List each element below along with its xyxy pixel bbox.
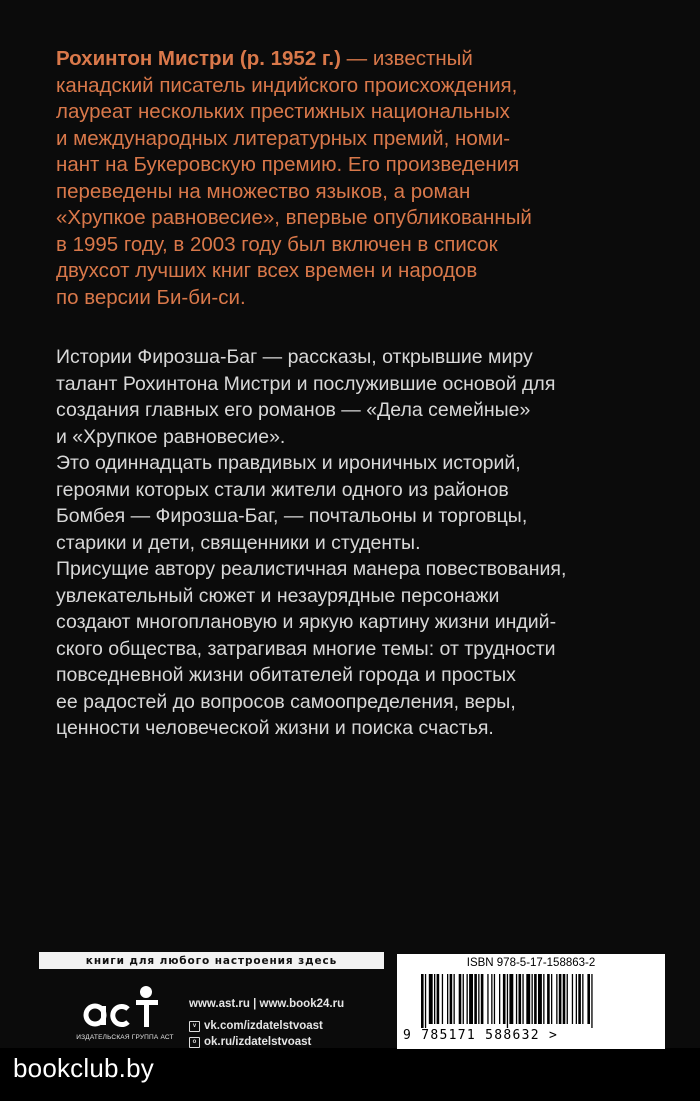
barcode-icon	[413, 974, 653, 1028]
isbn-label: ISBN 978-5-17-158863-2	[466, 957, 596, 969]
bio-line: лауреат нескольких престижных национальных	[56, 100, 510, 123]
bio-line: переведены на множество языков, а роман	[56, 179, 471, 203]
bio-line: и международных литературных премий, номи-	[56, 126, 511, 150]
desc-line: героями которых стали жители одного из районов	[56, 478, 509, 501]
bio-line: двухсот лучших книг всех времен и народов	[56, 259, 478, 282]
desc-line: Истории Фирозша-Баг — рассказы, открывшие миру	[56, 346, 533, 368]
publisher-logo	[70, 982, 180, 1048]
bio-line: — известный	[340, 47, 473, 70]
author-name: Рохинтон Мистри (р. 1952 г.)	[56, 47, 341, 70]
desc-line: ее радостей до вопросов самоопределения, веры,	[56, 690, 516, 713]
book-description	[56, 344, 666, 742]
publisher-caption: ИЗДАТЕЛЬСКАЯ ГРУППА АСТ	[76, 1034, 174, 1041]
desc-line: увлекательный сюжет и незаурядные персонажи	[56, 584, 500, 607]
desc-line: ценности человеческой жизни и поиска счастья.	[56, 717, 494, 739]
desc-line: создания главных его романов — «Дела семейные»	[56, 399, 531, 421]
vk-link[interactable]	[189, 1018, 344, 1034]
isbn-barcode-box	[397, 954, 665, 1049]
vk-icon: v	[189, 1021, 200, 1032]
desc-line: Присущие автору реалистичная манера повествования,	[56, 558, 567, 580]
ast-logo-icon	[70, 982, 180, 1034]
author-bio	[56, 46, 666, 311]
website-links[interactable]: www.ast.ru | www.book24.ru	[189, 998, 345, 1010]
bio-line: в 1995 году, в 2003 году был включен в список	[56, 232, 498, 256]
bio-line: нант на Букеровскую премию. Его произведения	[56, 153, 520, 176]
vk-link-text: vk.com/izdatelstvoast	[204, 1020, 323, 1032]
desc-line: повседневной жизни обитателей города и простых	[56, 664, 516, 686]
bio-line: канадский писатель индийского происхождения,	[56, 73, 518, 97]
slogan-banner: книги для любого настроения здесь	[39, 952, 384, 969]
ok-icon: o	[189, 1037, 200, 1048]
ok-link-text: ok.ru/izdatelstvoast	[204, 1036, 312, 1048]
desc-line: старики и дети, священники и студенты.	[56, 531, 421, 554]
publisher-links	[189, 996, 344, 1050]
bio-line: «Хрупкое равновесие», впервые опубликованный	[56, 206, 532, 229]
watermark-text: bookclub.by	[13, 1053, 154, 1083]
barcode-digits: 9 785171 588632 >	[403, 1028, 559, 1043]
desc-line: ского общества, затрагивая многие темы: от трудности	[56, 637, 556, 660]
desc-line: талант Рохинтона Мистри и послужившие основой для	[56, 372, 556, 395]
bio-line: по версии Би-би-си.	[56, 285, 246, 309]
ok-link[interactable]	[189, 1034, 344, 1050]
desc-line: и «Хрупкое равновесие».	[56, 425, 286, 448]
desc-line: Это одиннадцать правдивых и ироничных историй,	[56, 452, 521, 474]
desc-line: создают многоплановую и яркую картину жизни индий-	[56, 611, 557, 633]
desc-line: Бомбея — Фирозша-Баг, — почтальоны и торговцы,	[56, 505, 528, 527]
